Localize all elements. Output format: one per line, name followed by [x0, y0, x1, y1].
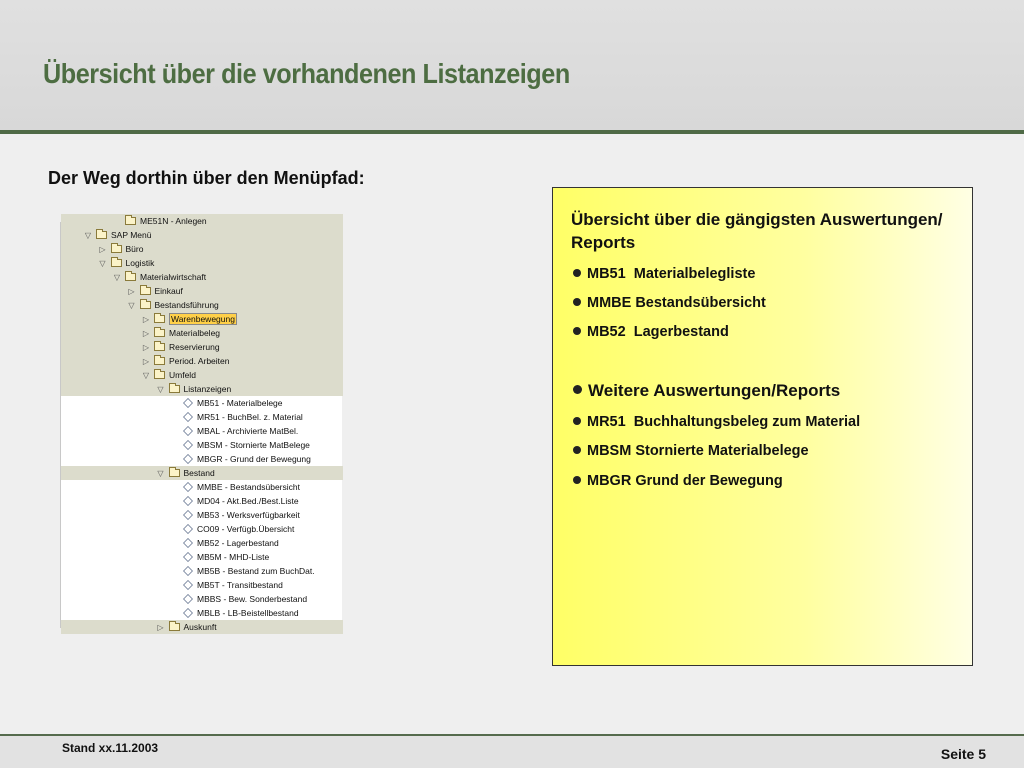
tree-row-label: MMBE - Bestandsübersicht	[197, 482, 300, 492]
tree-row-label: MD04 - Akt.Bed./Best.Liste	[197, 496, 299, 506]
tree-row	[61, 438, 343, 452]
folder-icon	[169, 385, 180, 393]
tree-row	[61, 214, 343, 228]
triangle-right-icon: ▷	[128, 286, 135, 296]
triangle-right-icon: ▷	[142, 356, 150, 366]
report-bullet	[573, 414, 860, 430]
folder-icon	[125, 273, 136, 281]
tree-row	[61, 256, 343, 270]
tree-row-label: MB5T - Transitbestand	[197, 580, 283, 590]
transaction-cube-icon	[183, 412, 193, 422]
slide-title: Übersicht über die vorhandenen Listanzeigen	[43, 58, 570, 89]
transaction-cube-icon	[183, 580, 193, 590]
sap-menu-tree-screenshot	[60, 216, 342, 632]
folder-icon	[125, 217, 136, 225]
page-number: Seite 5	[940, 746, 986, 762]
tree-row	[61, 284, 343, 298]
folder-icon	[154, 371, 165, 379]
folder-icon	[140, 287, 151, 295]
header-divider	[0, 130, 1024, 134]
report-bullet-text: MMBE Bestandsübersicht	[587, 295, 766, 311]
tree-row-label: Period. Arbeiten	[169, 356, 230, 366]
triangle-right-icon: ▷	[142, 314, 150, 324]
tree-row	[61, 354, 343, 368]
tree-row	[61, 536, 343, 550]
bullet-dot-icon	[573, 446, 581, 454]
triangle-down-icon: ▽	[84, 230, 92, 240]
tree-row	[61, 410, 343, 424]
tree-row	[61, 578, 343, 592]
tree-row	[61, 340, 343, 354]
bullet-dot-icon	[573, 269, 581, 277]
transaction-cube-icon	[183, 440, 193, 450]
tree-row-label: CO09 - Verfügb.Übersicht	[197, 524, 295, 534]
folder-icon	[111, 245, 122, 253]
triangle-down-icon: ▽	[157, 468, 164, 478]
tree-row-label: Einkauf	[154, 286, 183, 296]
tree-row	[61, 270, 343, 284]
transaction-cube-icon	[183, 524, 193, 534]
tree-row	[61, 494, 343, 508]
tree-row	[61, 424, 343, 438]
tree-row-label: ME51N - Anlegen	[140, 216, 207, 226]
tree-row-label: Reservierung	[169, 342, 220, 352]
tree-row	[61, 606, 343, 620]
tree-row	[61, 522, 343, 536]
triangle-down-icon: ▽	[157, 384, 164, 394]
tree-row-label: SAP Menü	[111, 230, 152, 240]
transaction-cube-icon	[183, 510, 193, 520]
folder-icon	[140, 301, 151, 309]
transaction-cube-icon	[183, 608, 193, 618]
report-bullet-text: MBSM Stornierte Materialbelege	[587, 443, 809, 459]
tree-row-label: Bestand	[183, 468, 215, 478]
folder-icon	[154, 329, 165, 337]
tree-row	[61, 228, 343, 242]
tree-row	[61, 326, 343, 340]
tree-row-label: MB52 - Lagerbestand	[197, 538, 279, 548]
tree-row	[61, 298, 343, 312]
report-bullet-text: MR51 Buchhaltungsbeleg zum Material	[587, 414, 861, 430]
triangle-right-icon: ▷	[142, 342, 150, 352]
reports-info-box	[552, 187, 973, 666]
report-bullet	[573, 295, 766, 311]
transaction-cube-icon	[183, 426, 193, 436]
report-bullet	[573, 473, 783, 489]
triangle-down-icon: ▽	[99, 258, 106, 268]
triangle-down-icon: ▽	[113, 272, 121, 282]
bullet-dot-icon	[573, 327, 581, 335]
tree-row-label: Bestandsführung	[154, 300, 219, 310]
transaction-cube-icon	[183, 552, 193, 562]
tree-row-label: MB5M - MHD-Liste	[197, 552, 270, 562]
transaction-cube-icon	[183, 594, 193, 604]
tree-row-label: MB53 - Werksverfügbarkeit	[197, 510, 300, 520]
triangle-right-icon: ▷	[142, 328, 150, 338]
report-bullet	[573, 324, 729, 340]
bullet-dot-icon	[573, 298, 581, 306]
tree-row	[61, 452, 343, 466]
menu-path-caption: Der Weg dorthin über den Menüpfad:	[48, 168, 365, 188]
transaction-cube-icon	[183, 482, 193, 492]
transaction-cube-icon	[183, 538, 193, 548]
tree-row	[61, 312, 343, 326]
tree-row	[61, 242, 343, 256]
triangle-down-icon: ▽	[128, 300, 135, 310]
tree-row	[61, 480, 343, 494]
tree-row	[61, 382, 343, 396]
transaction-cube-icon	[183, 496, 193, 506]
folder-icon	[111, 259, 122, 267]
tree-row	[61, 396, 343, 410]
bullet-dot-icon	[573, 476, 581, 484]
triangle-down-icon: ▽	[142, 370, 150, 380]
report-bullet-text: MB51 Materialbelegliste	[587, 266, 756, 282]
tree-row	[61, 592, 343, 606]
triangle-right-icon: ▷	[99, 244, 106, 254]
tree-row-label: Materialbeleg	[169, 328, 221, 338]
tree-row-label: MBLB - LB-Beistellbestand	[197, 608, 299, 618]
tree-row-label: Materialwirtschaft	[140, 272, 207, 282]
tree-row-label: Auskunft	[183, 622, 217, 632]
folder-icon	[154, 315, 165, 323]
report-bullet-text: MBGR Grund der Bewegung	[587, 473, 783, 489]
transaction-cube-icon	[183, 566, 193, 576]
report-bullet-text: MB52 Lagerbestand	[587, 324, 729, 340]
tree-row-label: Büro	[125, 244, 144, 254]
tree-row	[61, 508, 343, 522]
bullet-dot-icon	[573, 417, 581, 425]
tree-row-label: MBBS - Bew. Sonderbestand	[197, 594, 308, 604]
tree-row-label: MBSM - Stornierte MatBelege	[197, 440, 310, 450]
footer-date: Stand xx.11.2003	[62, 741, 159, 755]
tree-row-label: Logistik	[125, 258, 155, 268]
folder-icon	[169, 623, 180, 631]
tree-row-label: Umfeld	[169, 370, 196, 380]
tree-row-label: MBAL - Archivierte MatBel.	[197, 426, 299, 436]
tree-row	[61, 550, 343, 564]
folder-icon	[154, 357, 165, 365]
report-bullet	[573, 381, 840, 401]
tree-row-label: MR51 - BuchBel. z. Material	[197, 412, 303, 422]
reports-box-heading: Übersicht über die gängigsten Auswertungen/ Reports	[571, 210, 943, 252]
tree-row	[61, 368, 343, 382]
tree-row-label: MB51 - Materialbelege	[197, 398, 283, 408]
tree-row-label: Listanzeigen	[183, 384, 232, 394]
tree-row	[61, 564, 343, 578]
tree-row-label: MB5B - Bestand zum BuchDat.	[197, 566, 315, 576]
report-bullet	[573, 443, 809, 459]
report-bullet	[573, 266, 755, 282]
tree-row-label: Warenbewegung	[171, 314, 235, 324]
folder-icon	[96, 231, 107, 239]
tree-row	[61, 466, 343, 480]
tree-row	[61, 620, 343, 634]
tree-row-label: MBGR - Grund der Bewegung	[197, 454, 311, 464]
folder-icon	[154, 343, 165, 351]
triangle-right-icon: ▷	[157, 622, 164, 632]
folder-icon	[169, 469, 180, 477]
bullet-dot-icon	[573, 385, 582, 394]
transaction-cube-icon	[183, 454, 193, 464]
transaction-cube-icon	[183, 398, 193, 408]
report-bullet-text: Weitere Auswertungen/Reports	[588, 381, 841, 400]
